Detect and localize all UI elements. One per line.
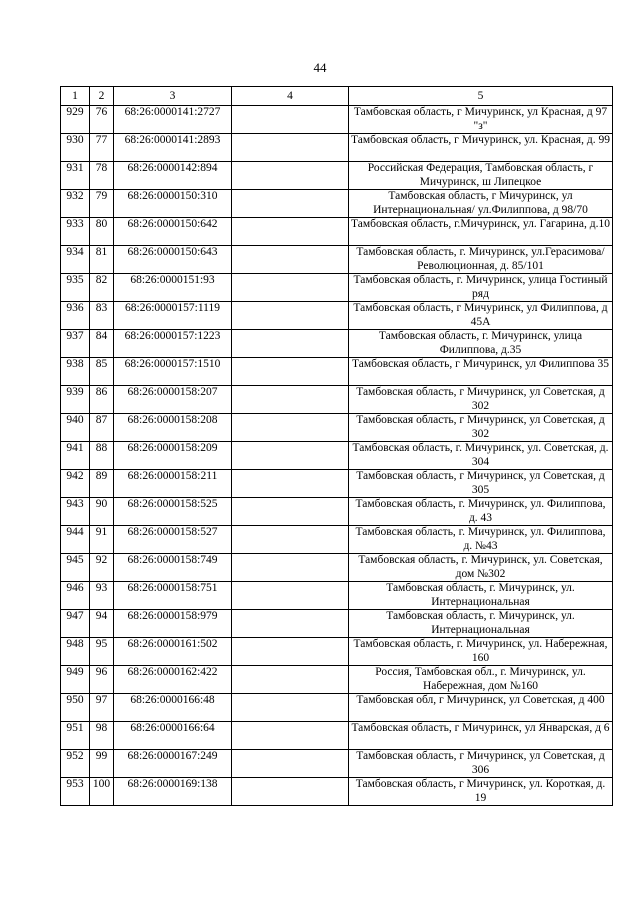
row-subnumber-cell: 99 — [90, 750, 114, 778]
header-col-5: 5 — [349, 87, 613, 106]
address-cell: Тамбовская область, г Мичуринск, ул Советская, д 305 — [349, 470, 613, 498]
row-number-cell: 931 — [61, 162, 90, 190]
column-4-cell — [232, 218, 349, 246]
cadastral-number-cell: 68:26:0000157:1119 — [114, 302, 232, 330]
address-cell: Тамбовская область, г. Мичуринск, улица Филиппова, д.35 — [349, 330, 613, 358]
row-number-cell: 941 — [61, 442, 90, 470]
row-subnumber-cell: 92 — [90, 554, 114, 582]
row-subnumber-cell: 88 — [90, 442, 114, 470]
row-number-cell: 938 — [61, 358, 90, 386]
cadastral-number-cell: 68:26:0000169:138 — [114, 778, 232, 806]
cadastral-number-cell: 68:26:0000142:894 — [114, 162, 232, 190]
column-4-cell — [232, 442, 349, 470]
address-cell: Тамбовская область, г Мичуринск, ул Январская, д 6 — [349, 722, 613, 750]
column-4-cell — [232, 302, 349, 330]
page-number: 44 — [313, 60, 327, 75]
table-row — [61, 106, 613, 134]
column-4-cell — [232, 610, 349, 638]
row-number-cell: 951 — [61, 722, 90, 750]
cadastral-number-cell: 68:26:0000162:422 — [114, 666, 232, 694]
row-number-cell: 929 — [61, 106, 90, 134]
cadastral-number-cell: 68:26:0000167:249 — [114, 750, 232, 778]
table-row — [61, 302, 613, 330]
column-4-cell — [232, 694, 349, 722]
column-4-cell — [232, 162, 349, 190]
cadastral-number-cell: 68:26:0000166:64 — [114, 722, 232, 750]
cadastral-number-cell: 68:26:0000158:207 — [114, 386, 232, 414]
table-row — [61, 750, 613, 778]
row-subnumber-cell: 89 — [90, 470, 114, 498]
address-cell: Тамбовская область, г Мичуринск, ул. Красная, д. 99 — [349, 134, 613, 162]
header-col-4: 4 — [232, 87, 349, 106]
table-row — [61, 190, 613, 218]
table-row — [61, 582, 613, 610]
address-cell: Тамбовская область, г. Мичуринск, ул. Советская, д. 304 — [349, 442, 613, 470]
table-row — [61, 330, 613, 358]
cadastral-number-cell: 68:26:0000157:1510 — [114, 358, 232, 386]
table-row — [61, 386, 613, 414]
table-body — [61, 106, 613, 806]
column-4-cell — [232, 106, 349, 134]
row-subnumber-cell: 85 — [90, 358, 114, 386]
row-subnumber-cell: 90 — [90, 498, 114, 526]
table-row — [61, 694, 613, 722]
row-subnumber-cell: 97 — [90, 694, 114, 722]
table-row — [61, 722, 613, 750]
header-col-3: 3 — [114, 87, 232, 106]
cadastral-number-cell: 68:26:0000158:211 — [114, 470, 232, 498]
row-number-cell: 937 — [61, 330, 90, 358]
row-subnumber-cell: 87 — [90, 414, 114, 442]
row-number-cell: 932 — [61, 190, 90, 218]
row-number-cell: 952 — [61, 750, 90, 778]
cadastral-number-cell: 68:26:0000158:751 — [114, 582, 232, 610]
column-4-cell — [232, 358, 349, 386]
cadastral-number-cell: 68:26:0000150:642 — [114, 218, 232, 246]
table-header — [61, 87, 613, 106]
row-subnumber-cell: 95 — [90, 638, 114, 666]
table-row — [61, 666, 613, 694]
column-4-cell — [232, 190, 349, 218]
cadastral-number-cell: 68:26:0000158:749 — [114, 554, 232, 582]
cadastral-number-cell: 68:26:0000141:2727 — [114, 106, 232, 134]
row-subnumber-cell: 96 — [90, 666, 114, 694]
property-table — [60, 86, 613, 806]
row-number-cell: 953 — [61, 778, 90, 806]
column-4-cell — [232, 750, 349, 778]
cadastral-number-cell: 68:26:0000158:208 — [114, 414, 232, 442]
row-number-cell: 930 — [61, 134, 90, 162]
cadastral-number-cell: 68:26:0000141:2893 — [114, 134, 232, 162]
address-cell: Тамбовская область, г. Мичуринск, ул.Герасимова/Революционная, д. 85/101 — [349, 246, 613, 274]
table-row — [61, 218, 613, 246]
address-cell: Россия, Тамбовская обл., г. Мичуринск, ул. Набережная, дом №160 — [349, 666, 613, 694]
table-row — [61, 610, 613, 638]
address-cell: Тамбовская область, г. Мичуринск, ул. Интернациональная — [349, 582, 613, 610]
cadastral-number-cell: 68:26:0000150:643 — [114, 246, 232, 274]
column-4-cell — [232, 274, 349, 302]
row-subnumber-cell: 100 — [90, 778, 114, 806]
row-subnumber-cell: 83 — [90, 302, 114, 330]
cadastral-number-cell: 68:26:0000158:209 — [114, 442, 232, 470]
row-subnumber-cell: 82 — [90, 274, 114, 302]
row-number-cell: 947 — [61, 610, 90, 638]
row-number-cell: 942 — [61, 470, 90, 498]
column-4-cell — [232, 778, 349, 806]
row-number-cell: 939 — [61, 386, 90, 414]
row-subnumber-cell: 78 — [90, 162, 114, 190]
column-4-cell — [232, 722, 349, 750]
row-number-cell: 948 — [61, 638, 90, 666]
address-cell: Российская Федерация, Тамбовская область, г Мичуринск, ш Липецкое — [349, 162, 613, 190]
column-4-cell — [232, 414, 349, 442]
row-subnumber-cell: 76 — [90, 106, 114, 134]
row-number-cell: 946 — [61, 582, 90, 610]
table-row — [61, 442, 613, 470]
column-4-cell — [232, 526, 349, 554]
table-row — [61, 246, 613, 274]
row-number-cell: 949 — [61, 666, 90, 694]
column-4-cell — [232, 386, 349, 414]
column-4-cell — [232, 582, 349, 610]
table-row — [61, 358, 613, 386]
row-number-cell: 936 — [61, 302, 90, 330]
table-row — [61, 274, 613, 302]
address-cell: Тамбовская область, г Мичуринск, ул Красная, д 97 "з" — [349, 106, 613, 134]
address-cell: Тамбовская область, г. Мичуринск, ул. Советская, дом №302 — [349, 554, 613, 582]
cadastral-number-cell: 68:26:0000158:979 — [114, 610, 232, 638]
row-subnumber-cell: 80 — [90, 218, 114, 246]
row-number-cell: 945 — [61, 554, 90, 582]
row-subnumber-cell: 94 — [90, 610, 114, 638]
address-cell: Тамбовская область, г Мичуринск, ул Филиппова 35 — [349, 358, 613, 386]
table-row — [61, 134, 613, 162]
column-4-cell — [232, 498, 349, 526]
table-row — [61, 162, 613, 190]
table-row — [61, 638, 613, 666]
row-subnumber-cell: 79 — [90, 190, 114, 218]
address-cell: Тамбовская область, г. Мичуринск, улица Гостиный ряд — [349, 274, 613, 302]
column-4-cell — [232, 246, 349, 274]
row-subnumber-cell: 84 — [90, 330, 114, 358]
address-cell: Тамбовская область, г. Мичуринск, ул. Филиппова, д. №43 — [349, 526, 613, 554]
column-4-cell — [232, 330, 349, 358]
row-subnumber-cell: 91 — [90, 526, 114, 554]
address-cell: Тамбовская область, г Мичуринск, ул Советская, д 302 — [349, 386, 613, 414]
row-subnumber-cell: 98 — [90, 722, 114, 750]
header-row — [61, 87, 613, 106]
header-col-1: 1 — [61, 87, 90, 106]
address-cell: Тамбовская область, г Мичуринск, ул Филиппова, д 45А — [349, 302, 613, 330]
column-4-cell — [232, 554, 349, 582]
row-subnumber-cell: 93 — [90, 582, 114, 610]
row-subnumber-cell: 77 — [90, 134, 114, 162]
row-number-cell: 940 — [61, 414, 90, 442]
row-number-cell: 944 — [61, 526, 90, 554]
address-cell: Тамбовская область, г Мичуринск, ул Советская, д 306 — [349, 750, 613, 778]
row-number-cell: 935 — [61, 274, 90, 302]
column-4-cell — [232, 666, 349, 694]
address-cell: Тамбовская обл, г Мичуринск, ул Советская, д 400 — [349, 694, 613, 722]
address-cell: Тамбовская область, г Мичуринск, ул Интернациональная/ ул.Филиппова, д 98/70 — [349, 190, 613, 218]
table-row — [61, 414, 613, 442]
header-col-2: 2 — [90, 87, 114, 106]
cadastral-number-cell: 68:26:0000157:1223 — [114, 330, 232, 358]
table-row — [61, 470, 613, 498]
cadastral-number-cell: 68:26:0000166:48 — [114, 694, 232, 722]
table-row — [61, 526, 613, 554]
row-subnumber-cell: 81 — [90, 246, 114, 274]
address-cell: Тамбовская область, г.Мичуринск, ул. Гагарина, д.10 — [349, 218, 613, 246]
address-cell: Тамбовская область, г. Мичуринск, ул. Интернациональная — [349, 610, 613, 638]
cadastral-number-cell: 68:26:0000151:93 — [114, 274, 232, 302]
row-number-cell: 950 — [61, 694, 90, 722]
cadastral-number-cell: 68:26:0000158:525 — [114, 498, 232, 526]
table-row — [61, 554, 613, 582]
address-cell: Тамбовская область, г. Мичуринск, ул. Филиппова, д. 43 — [349, 498, 613, 526]
column-4-cell — [232, 134, 349, 162]
cadastral-number-cell: 68:26:0000158:527 — [114, 526, 232, 554]
row-number-cell: 943 — [61, 498, 90, 526]
address-cell: Тамбовская область, г. Мичуринск, ул. Набережная, 160 — [349, 638, 613, 666]
address-cell: Тамбовская область, г Мичуринск, ул Советская, д 302 — [349, 414, 613, 442]
row-number-cell: 934 — [61, 246, 90, 274]
table-row — [61, 778, 613, 806]
row-number-cell: 933 — [61, 218, 90, 246]
column-4-cell — [232, 638, 349, 666]
address-cell: Тамбовская область, г Мичуринск, ул. Короткая, д. 19 — [349, 778, 613, 806]
table-row — [61, 498, 613, 526]
column-4-cell — [232, 470, 349, 498]
cadastral-number-cell: 68:26:0000150:310 — [114, 190, 232, 218]
row-subnumber-cell: 86 — [90, 386, 114, 414]
cadastral-number-cell: 68:26:0000161:502 — [114, 638, 232, 666]
